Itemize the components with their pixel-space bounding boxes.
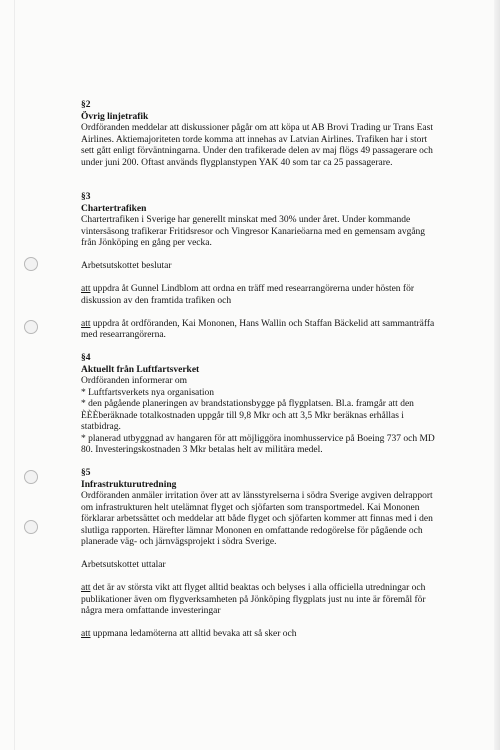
binder-hole: [24, 520, 38, 534]
section-body: Chartertrafiken i Sverige har generellt minskat med 30% under året. Under kommande vintersäsong trafikerar Fritidsresor och Vingresor Kanarieöarna med en gemensam avgång från Jönköping en gång per vecka.: [81, 215, 426, 248]
binder-hole: [24, 257, 38, 271]
decision-item: [81, 284, 441, 307]
page-edge: [494, 0, 500, 750]
section-body: Ordföranden meddelar att diskussioner pågår om att köpa ut AB Brovi Trading ur Trans East Airlines. Aktiemajoriteten torde komma att innehas av Latvian Airlines. Trafiken har i stort sett gått enligt förväntningarna. Under den trafikerade delen av maj flögs 49 passagerare och under juni 200. Oftast används flygplanstypen YAK 40 som tar ca 25 passagerare.: [81, 123, 433, 168]
section-5: [81, 468, 441, 641]
statement-label: Arbetsutskottet uttalar: [81, 560, 166, 570]
bullet-item: * den pågående planeringen av brandstationsbygge på flygplatsen. Bl.a. framgår att den ÈÈÈberäknade totalkostnaden uppgår till 9,8 Mkr och att 3,5 Mkr beräknas erhållas i statbidrag.: [81, 399, 414, 432]
decision-label: Arbetsutskottet beslutar: [81, 261, 172, 271]
section-3: [81, 192, 441, 342]
statement-item: [81, 583, 441, 618]
section-number: §5: [81, 468, 91, 478]
bullet-item: * planerad utbyggnad av hangaren för att möjliggöra inomhusservice på Boeing 737 och MD 80. Investeringskostnaden 3 Mkr betalas helt av militära medel.: [81, 433, 435, 455]
statement-text: det är av största vikt att flyget alltid beaktas och belyses i alla officiella utredningar och publikationer även om flygverksamheten på Jönköping flygplats just nu inte är föremål för några mera omfattande investeringar: [81, 583, 426, 616]
section-body: Ordföranden anmäler irritation över att av länsstyrelserna i södra Sverige avgiven delrapport om infrastrukturen helt utelämnat flyget och sjöfarten som transportmedel. Kai Mononen förklarar arbetssättet och meddelar att både flyget och sjöfarten kommer att finnas med i den slutliga rapporten. Härefter lämnar Mononen en omfattande redogörelse för pågående och planerade väg- och järnvägsprojekt i södra Sverige.: [81, 491, 433, 547]
binder-hole: [24, 320, 38, 334]
decision-text: uppdra åt Gunnel Lindblom att ordna en träff med researrangörerna under hösten för diskussion av den framtida trafiken och: [81, 284, 414, 306]
section-title: Chartertrafiken: [81, 203, 147, 214]
decision-item: [81, 319, 441, 342]
section-title: Övrig linjetrafik: [81, 111, 149, 122]
section-number: §2: [81, 100, 91, 110]
section-number: §3: [81, 192, 91, 202]
section-intro: Ordföranden informerar om: [81, 376, 188, 386]
statement-item: [81, 629, 441, 641]
att-keyword: att: [81, 583, 91, 593]
section-title: Infrastrukturutredning: [81, 479, 177, 490]
binder-hole: [24, 470, 38, 484]
att-keyword: att: [81, 284, 91, 294]
decision-text: uppdra åt ordföranden, Kai Mononen, Hans Wallin och Staffan Bäckelid att sammanträffa med researrangörerna.: [81, 318, 435, 340]
section-number: §4: [81, 353, 91, 363]
statement-text: uppmana ledamöterna att alltid bevaka att så sker och: [90, 629, 297, 639]
att-keyword: att: [81, 318, 91, 329]
section-title: Aktuellt från Luftfartsverket: [81, 364, 200, 375]
section-4: [81, 353, 441, 457]
section-2: [81, 100, 441, 169]
minutes-text: [81, 100, 441, 641]
att-keyword: att: [81, 629, 91, 639]
bullet-item: * Luftfartsverkets nya organisation: [81, 387, 215, 398]
